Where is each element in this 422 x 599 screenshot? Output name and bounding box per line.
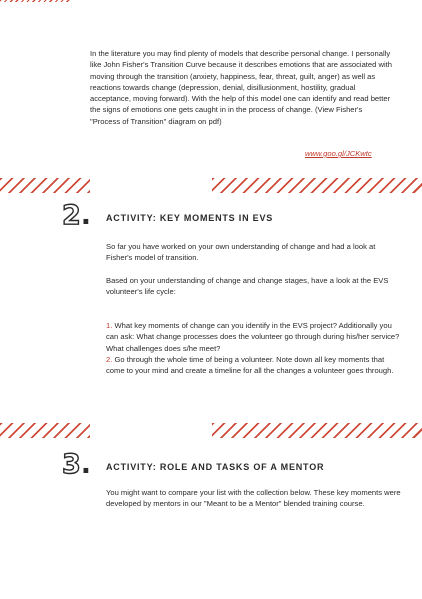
intro-paragraph: In the literature you may find plenty of models that describe personal change. I personally like John Fisher's Transition Curve because it describes emotions that are associated with moving through the transition (anxiety, happiness, fear, threat, guilt, anger) as well as reactions towards change (depression, denial, disillusionment, hostility, gradual acceptance, moving forward). With the help of this model one can identify and read better the signs of emotions one gets caught in in the process of change. (View Fisher's "Process of Transition" diagram on pdf) bbox=[90, 49, 392, 126]
hatch-divider-left bbox=[0, 178, 90, 193]
hatch-divider-right bbox=[212, 178, 422, 193]
fisher-diagram-link[interactable]: www.goo.gl/JCKwtc bbox=[305, 149, 372, 158]
link-underline-decoration bbox=[0, 0, 70, 2]
list-number-1: 1. bbox=[106, 321, 113, 330]
section-2-paragraph-2: Based on your understanding of change and change stages, have a look at the EVS volunteer's life cycle: bbox=[106, 276, 389, 297]
section-2-list-item-2 bbox=[106, 354, 402, 377]
section-number-2: 2. bbox=[62, 200, 92, 231]
hatch-divider-left-2 bbox=[0, 423, 90, 438]
section-2-list-item-1 bbox=[106, 320, 402, 354]
section-2-paragraph-1: So far you have worked on your own understanding of change and had a look at Fisher's model of transition. bbox=[106, 242, 376, 263]
section-3-heading: ACTIVITY: ROLE AND TASKS OF A MENTOR bbox=[106, 462, 325, 472]
section-number-3: 3. bbox=[62, 449, 92, 480]
list-item-2-text: Go through the whole time of being a volunteer. Note down all key moments that come to your mind and create a timeline for all the changes a volunteer goes through. bbox=[106, 355, 394, 376]
section-2-heading: ACTIVITY: KEY MOMENTS IN EVS bbox=[106, 213, 274, 223]
hatch-divider-right-2 bbox=[212, 423, 422, 438]
list-item-1-text: What key moments of change can you identify in the EVS project? Additionally you can ask: What change processes does the volunteer go through during his/her service? What challenges does s/he meet? bbox=[106, 321, 400, 353]
list-number-2: 2. bbox=[106, 355, 113, 364]
section-3-paragraph-1: You might want to compare your list with the collection below. These key moments were developed by mentors in our "Meant to be a Mentor" blended training course. bbox=[106, 488, 401, 509]
